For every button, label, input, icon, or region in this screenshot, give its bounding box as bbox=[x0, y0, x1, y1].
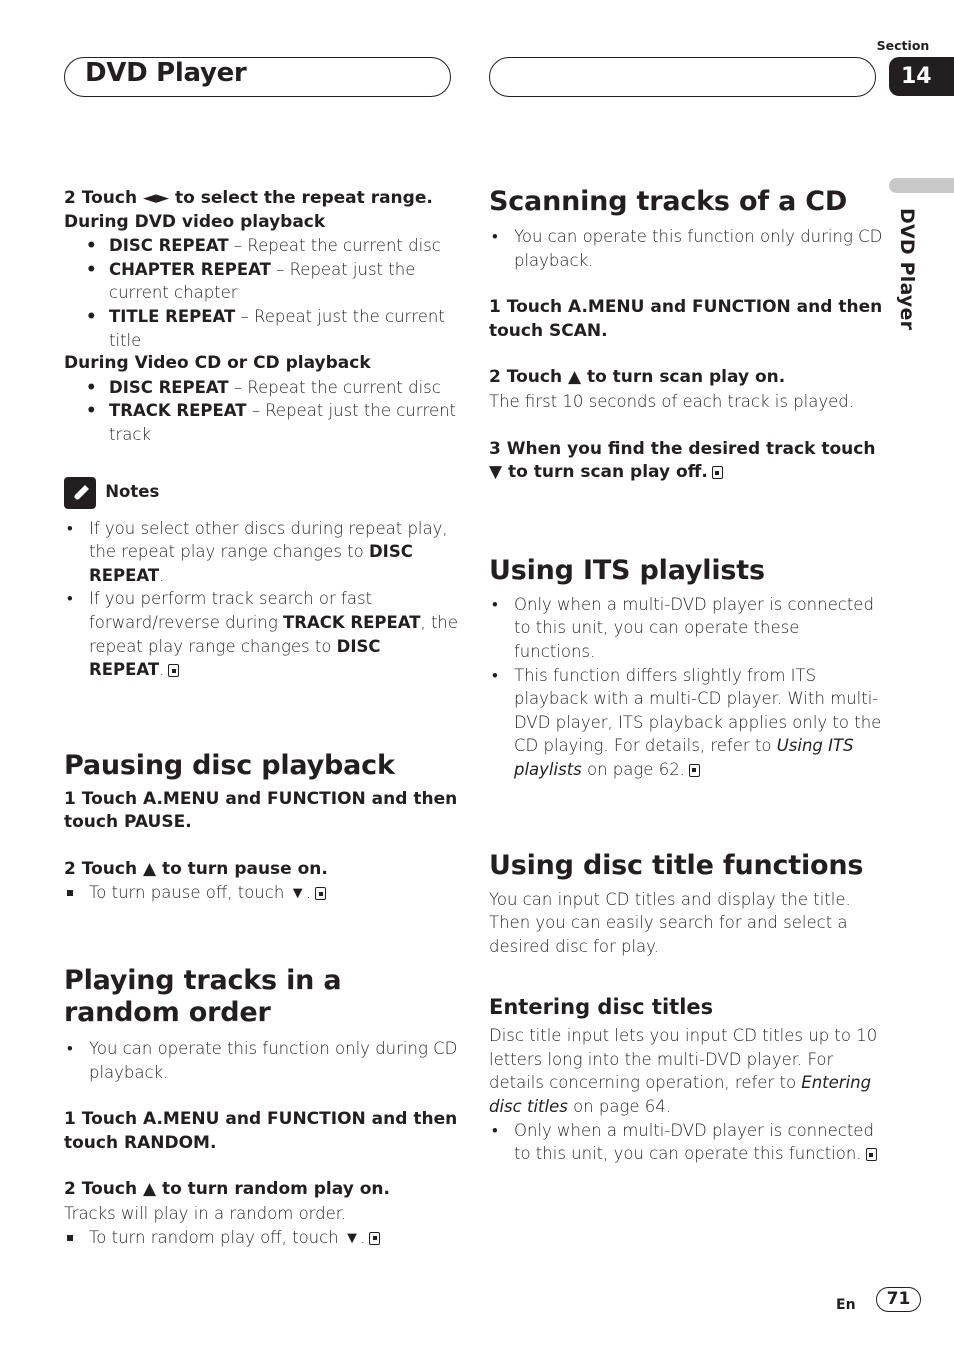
list-item: • TRACK REPEAT – Repeat just the current track bbox=[64, 399, 459, 446]
its-bullet: • Only when a multi-DVD player is connected to this unit, you can operate these functions. bbox=[489, 593, 884, 664]
list-item: • CHAPTER REPEAT – Repeat just the current chapter bbox=[64, 258, 459, 305]
scan-bullet: • You can operate this function only during CD playback. bbox=[489, 225, 884, 272]
random-off-note: To turn random play off, touch ▼. bbox=[64, 1226, 459, 1250]
random-step-1: 1 Touch A.MENU and FUNCTION and then touch RANDOM. bbox=[64, 1109, 458, 1153]
section-number: 14 bbox=[889, 57, 954, 96]
scan-step-2: 2 Touch ▲ to turn scan play on. bbox=[489, 367, 786, 388]
side-tab-label: DVD Player bbox=[896, 208, 918, 331]
end-mark-icon bbox=[689, 764, 700, 777]
list-item: • DISC REPEAT – Repeat the current disc bbox=[64, 376, 459, 400]
entering-bullet: • Only when a multi-DVD player is connected to this unit, you can operate this function. bbox=[489, 1119, 884, 1166]
page-title: DVD Player bbox=[85, 58, 247, 88]
pause-step-1: 1 Touch A.MENU and FUNCTION and then touch PAUSE. bbox=[64, 788, 458, 833]
left-column bbox=[64, 187, 459, 1249]
scan-body: The first 10 seconds of each track is played. bbox=[489, 391, 854, 411]
its-bullet: • This function differs slightly from ITS playback with a multi-CD player. With multi-DVD player, ITS playback applies only to the CD playing. For details, refer to Using ITS playlists on page 62. bbox=[489, 664, 884, 782]
note-item: • If you select other discs during repeat play, the repeat play range changes to DISC REPEAT. bbox=[64, 517, 459, 588]
random-bullet: • You can operate this function only during CD playback. bbox=[64, 1037, 459, 1084]
random-body: Tracks will play in a random order. bbox=[64, 1204, 347, 1224]
end-mark-icon bbox=[168, 664, 179, 677]
page-number: 71 bbox=[876, 1287, 921, 1312]
list-item: • DISC REPEAT – Repeat the current disc bbox=[64, 234, 459, 258]
disc-title-body: You can input CD titles and display the title. Then you can easily search for and select a desired disc for play. bbox=[489, 889, 851, 956]
scan-step-3: 3 When you find the desired track touch ▼ to turn scan play off. bbox=[489, 438, 876, 483]
its-heading: Using ITS playlists bbox=[489, 554, 765, 586]
section-label: Section bbox=[876, 38, 930, 53]
scan-step-1: 1 Touch A.MENU and FUNCTION and then touch SCAN. bbox=[489, 297, 883, 341]
repeat-step-2: 2 Touch ◄► to select the repeat range. bbox=[64, 188, 433, 208]
dvd-playback-heading: During DVD video playback bbox=[64, 211, 326, 232]
header-right-frame bbox=[489, 57, 876, 97]
pause-step-2: 2 Touch ▲ to turn pause on. bbox=[64, 858, 328, 879]
pause-off-note: To turn pause off, touch ▼. bbox=[64, 881, 459, 905]
end-mark-icon bbox=[369, 1232, 380, 1245]
pausing-heading: Pausing disc playback bbox=[64, 749, 395, 781]
end-mark-icon bbox=[712, 466, 723, 479]
disc-title-heading: Using disc title functions bbox=[489, 849, 864, 881]
notes-header: Notes bbox=[64, 477, 459, 509]
random-step-2: 2 Touch ▲ to turn random play on. bbox=[64, 1179, 390, 1200]
random-heading: Playing tracks in a random order bbox=[64, 965, 342, 1029]
entering-heading: Entering disc titles bbox=[489, 995, 714, 1020]
note-item: • If you perform track search or fast forward/reverse during TRACK REPEAT, the repeat play range changes to DISC REPEAT. bbox=[64, 587, 459, 681]
end-mark-icon bbox=[315, 887, 326, 900]
entering-body: Disc title input lets you input CD titles up to 10 letters long into the multi-DVD player. For details concerning operation, refer to Entering disc titles on page 64. bbox=[489, 1026, 878, 1117]
list-item: • TITLE REPEAT – Repeat just the current title bbox=[64, 305, 459, 352]
right-column bbox=[489, 186, 884, 1166]
vcd-playback-heading: During Video CD or CD playback bbox=[64, 353, 371, 374]
side-tab-marker bbox=[889, 178, 954, 193]
pencil-icon bbox=[64, 477, 96, 509]
language-code: En bbox=[836, 1297, 856, 1313]
end-mark-icon bbox=[866, 1148, 877, 1161]
scanning-heading: Scanning tracks of a CD bbox=[489, 186, 848, 217]
